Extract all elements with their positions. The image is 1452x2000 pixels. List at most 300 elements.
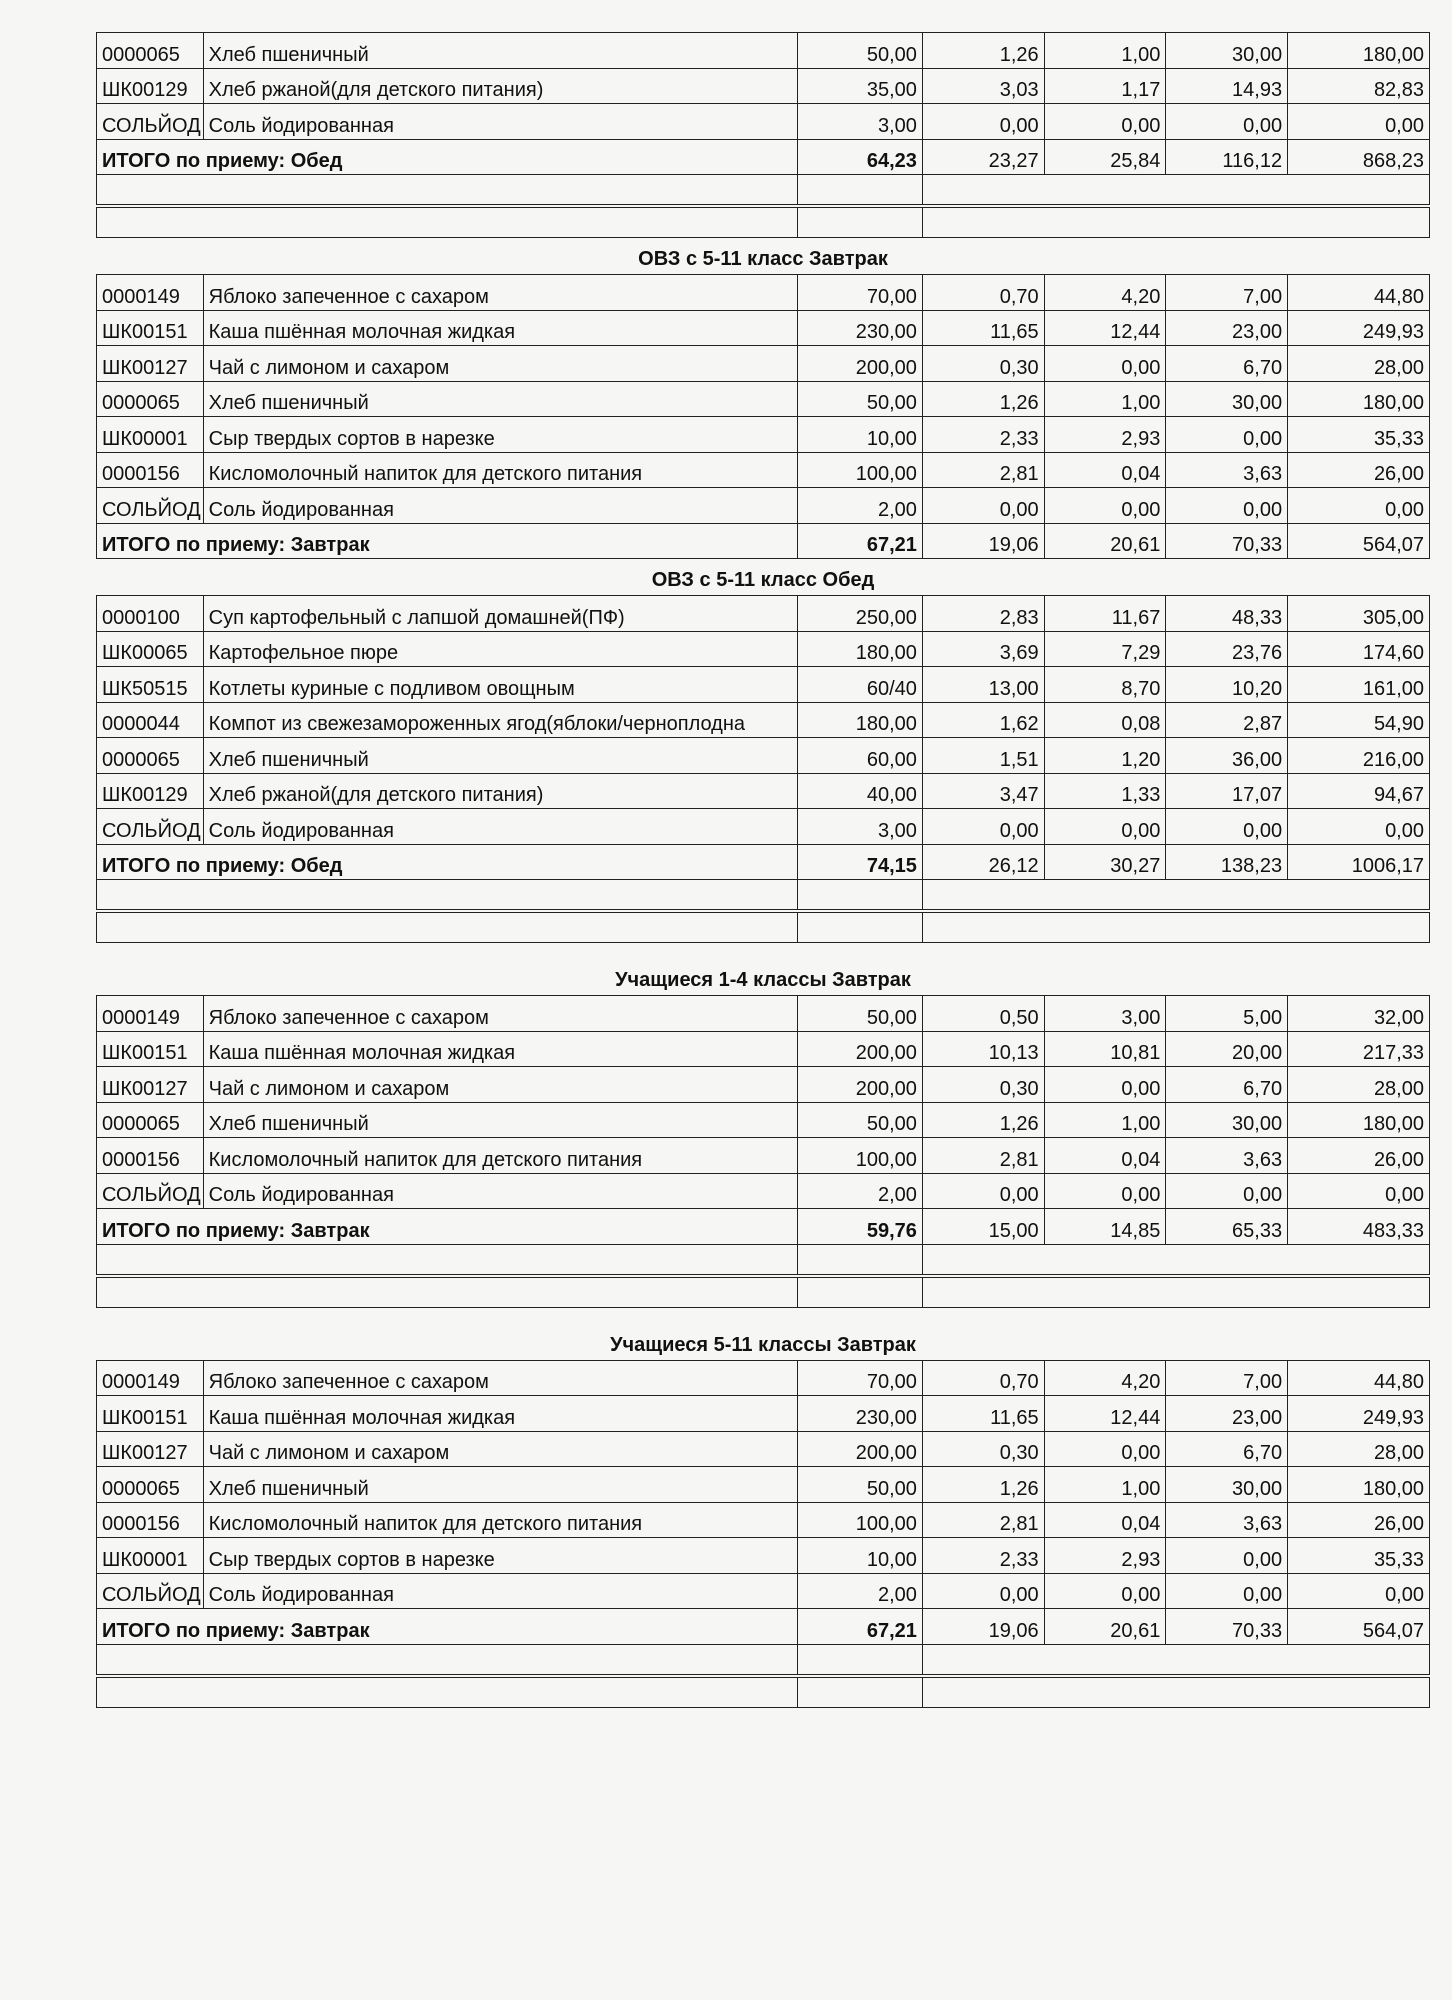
- item-code: ШК00065: [97, 631, 204, 667]
- empty-row: [97, 911, 1430, 943]
- empty-row: [97, 1676, 1430, 1708]
- item-carbs: 10,20: [1166, 667, 1288, 703]
- item-carbs: 0,00: [1166, 104, 1288, 140]
- item-fat: 0,00: [1044, 1173, 1166, 1209]
- item-fat: 1,00: [1044, 1467, 1166, 1503]
- item-protein: 3,47: [922, 773, 1044, 809]
- item-carbs: 6,70: [1166, 1067, 1288, 1103]
- item-fat: 8,70: [1044, 667, 1166, 703]
- item-code: СОЛЬЙОД: [97, 809, 204, 845]
- empty-cell: [798, 1644, 923, 1676]
- item-protein: 1,26: [922, 1467, 1044, 1503]
- total-fat: 20,61: [1044, 523, 1166, 559]
- total-fat: 25,84: [1044, 139, 1166, 175]
- item-protein: 1,26: [922, 33, 1044, 69]
- total-label: ИТОГО по приему: Завтрак: [97, 523, 798, 559]
- item-weight: 50,00: [798, 381, 923, 417]
- item-carbs: 30,00: [1166, 1102, 1288, 1138]
- item-weight: 2,00: [798, 1173, 923, 1209]
- item-code: 0000156: [97, 1502, 204, 1538]
- item-fat: 0,04: [1044, 452, 1166, 488]
- item-fat: 0,04: [1044, 1502, 1166, 1538]
- item-energy: 35,33: [1288, 1538, 1430, 1574]
- table-row: [97, 452, 1430, 488]
- item-energy: 249,93: [1288, 310, 1430, 346]
- item-fat: 12,44: [1044, 1396, 1166, 1432]
- item-name: Хлеб пшеничный: [203, 1467, 798, 1503]
- table-row: [97, 104, 1430, 140]
- total-label: ИТОГО по приему: Обед: [97, 139, 798, 175]
- item-name: Каша пшённая молочная жидкая: [203, 1031, 798, 1067]
- item-name: Чай с лимоном и сахаром: [203, 346, 798, 382]
- item-fat: 0,00: [1044, 104, 1166, 140]
- item-name: Хлеб пшеничный: [203, 1102, 798, 1138]
- item-energy: 26,00: [1288, 1502, 1430, 1538]
- item-energy: 54,90: [1288, 702, 1430, 738]
- item-fat: 2,93: [1044, 1538, 1166, 1574]
- total-weight: 74,15: [798, 844, 923, 880]
- table-row: [97, 773, 1430, 809]
- item-code: 0000100: [97, 596, 204, 632]
- item-name: Яблоко запеченное с сахаром: [203, 275, 798, 311]
- table-row: [97, 1138, 1430, 1174]
- item-protein: 2,33: [922, 1538, 1044, 1574]
- item-fat: 12,44: [1044, 310, 1166, 346]
- item-weight: 3,00: [798, 809, 923, 845]
- item-name: Яблоко запеченное с сахаром: [203, 996, 798, 1032]
- section-title: Учащиеся 1-4 классы Завтрак: [615, 969, 911, 991]
- table-row: [97, 488, 1430, 524]
- item-name: Кисломолочный напиток для детского питания: [203, 452, 798, 488]
- item-energy: 0,00: [1288, 809, 1430, 845]
- empty-cell: [922, 1644, 1429, 1676]
- total-row: [97, 844, 1430, 880]
- item-weight: 60/40: [798, 667, 923, 703]
- item-protein: 0,50: [922, 996, 1044, 1032]
- item-protein: 0,00: [922, 1573, 1044, 1609]
- item-protein: 1,51: [922, 738, 1044, 774]
- item-code: СОЛЬЙОД: [97, 1173, 204, 1209]
- item-name: Каша пшённая молочная жидкая: [203, 1396, 798, 1432]
- item-weight: 60,00: [798, 738, 923, 774]
- menu-table: [96, 32, 1430, 238]
- item-code: 0000065: [97, 33, 204, 69]
- total-row: [97, 1609, 1430, 1645]
- item-energy: 161,00: [1288, 667, 1430, 703]
- menu-table: [96, 995, 1430, 1308]
- item-carbs: 23,76: [1166, 631, 1288, 667]
- item-code: 0000065: [97, 738, 204, 774]
- table-row: [97, 1573, 1430, 1609]
- item-energy: 82,83: [1288, 68, 1430, 104]
- empty-cell: [798, 1244, 923, 1276]
- empty-cell: [922, 175, 1429, 207]
- section-title: ОВЗ с 5-11 класс Завтрак: [638, 248, 888, 270]
- item-weight: 2,00: [798, 488, 923, 524]
- total-energy: 868,23: [1288, 139, 1430, 175]
- item-fat: 0,00: [1044, 1431, 1166, 1467]
- item-energy: 26,00: [1288, 452, 1430, 488]
- item-weight: 50,00: [798, 33, 923, 69]
- empty-cell: [922, 1244, 1429, 1276]
- table-row: [97, 1031, 1430, 1067]
- empty-row: [97, 1244, 1430, 1276]
- item-protein: 10,13: [922, 1031, 1044, 1067]
- total-label: ИТОГО по приему: Завтрак: [97, 1609, 798, 1645]
- empty-cell: [97, 1676, 798, 1708]
- item-name: Чай с лимоном и сахаром: [203, 1067, 798, 1103]
- empty-cell: [922, 911, 1429, 943]
- item-fat: 0,00: [1044, 488, 1166, 524]
- item-name: Соль йодированная: [203, 1573, 798, 1609]
- item-weight: 70,00: [798, 1360, 923, 1396]
- table-row: [97, 33, 1430, 69]
- item-code: ШК00001: [97, 1538, 204, 1574]
- item-code: ШК00129: [97, 773, 204, 809]
- empty-cell: [798, 880, 923, 912]
- total-carbs: 70,33: [1166, 1609, 1288, 1645]
- item-name: Соль йодированная: [203, 809, 798, 845]
- item-protein: 3,69: [922, 631, 1044, 667]
- item-weight: 200,00: [798, 346, 923, 382]
- table-row: [97, 1431, 1430, 1467]
- item-weight: 2,00: [798, 1573, 923, 1609]
- item-weight: 50,00: [798, 1102, 923, 1138]
- item-code: 0000149: [97, 1360, 204, 1396]
- item-code: СОЛЬЙОД: [97, 1573, 204, 1609]
- item-fat: 1,00: [1044, 381, 1166, 417]
- menu-table: [96, 1360, 1430, 1708]
- item-fat: 0,00: [1044, 1067, 1166, 1103]
- item-carbs: 0,00: [1166, 417, 1288, 453]
- item-fat: 4,20: [1044, 275, 1166, 311]
- item-fat: 1,00: [1044, 33, 1166, 69]
- empty-row: [97, 1276, 1430, 1308]
- item-carbs: 0,00: [1166, 1538, 1288, 1574]
- item-fat: 1,20: [1044, 738, 1166, 774]
- item-carbs: 6,70: [1166, 346, 1288, 382]
- table-row: [97, 738, 1430, 774]
- item-energy: 28,00: [1288, 1067, 1430, 1103]
- empty-cell: [97, 1644, 798, 1676]
- item-carbs: 0,00: [1166, 488, 1288, 524]
- item-weight: 40,00: [798, 773, 923, 809]
- table-row: [97, 1102, 1430, 1138]
- item-energy: 26,00: [1288, 1138, 1430, 1174]
- total-energy: 1006,17: [1288, 844, 1430, 880]
- empty-cell: [97, 175, 798, 207]
- item-code: 0000044: [97, 702, 204, 738]
- item-protein: 2,33: [922, 417, 1044, 453]
- item-name: Яблоко запеченное с сахаром: [203, 1360, 798, 1396]
- item-energy: 28,00: [1288, 346, 1430, 382]
- table-row: [97, 596, 1430, 632]
- item-code: ШК00151: [97, 1031, 204, 1067]
- total-protein: 15,00: [922, 1209, 1044, 1245]
- item-weight: 50,00: [798, 996, 923, 1032]
- total-protein: 19,06: [922, 523, 1044, 559]
- total-row: [97, 139, 1430, 175]
- empty-cell: [798, 206, 923, 238]
- item-name: Сыр твердых сортов в нарезке: [203, 1538, 798, 1574]
- total-energy: 483,33: [1288, 1209, 1430, 1245]
- empty-cell: [922, 1276, 1429, 1308]
- total-fat: 20,61: [1044, 1609, 1166, 1645]
- empty-cell: [798, 911, 923, 943]
- item-weight: 200,00: [798, 1031, 923, 1067]
- table-row: [97, 996, 1430, 1032]
- item-name: Хлеб пшеничный: [203, 33, 798, 69]
- item-energy: 44,80: [1288, 1360, 1430, 1396]
- total-fat: 14,85: [1044, 1209, 1166, 1245]
- table-row: [97, 68, 1430, 104]
- table-row: [97, 667, 1430, 703]
- item-fat: 0,08: [1044, 702, 1166, 738]
- item-energy: 0,00: [1288, 1173, 1430, 1209]
- empty-cell: [97, 1276, 798, 1308]
- total-protein: 19,06: [922, 1609, 1044, 1645]
- total-carbs: 70,33: [1166, 523, 1288, 559]
- item-weight: 180,00: [798, 702, 923, 738]
- item-protein: 2,83: [922, 596, 1044, 632]
- item-carbs: 2,87: [1166, 702, 1288, 738]
- item-name: Хлеб пшеничный: [203, 738, 798, 774]
- item-energy: 305,00: [1288, 596, 1430, 632]
- table-row: [97, 417, 1430, 453]
- item-protein: 13,00: [922, 667, 1044, 703]
- item-protein: 0,30: [922, 1067, 1044, 1103]
- item-code: 0000156: [97, 1138, 204, 1174]
- item-fat: 0,00: [1044, 809, 1166, 845]
- total-carbs: 116,12: [1166, 139, 1288, 175]
- table-row: [97, 275, 1430, 311]
- item-energy: 174,60: [1288, 631, 1430, 667]
- item-name: Хлеб ржаной(для детского питания): [203, 68, 798, 104]
- item-name: Кисломолочный напиток для детского питания: [203, 1138, 798, 1174]
- item-protein: 0,00: [922, 1173, 1044, 1209]
- table-row: [97, 1360, 1430, 1396]
- empty-row: [97, 206, 1430, 238]
- table-row: [97, 702, 1430, 738]
- item-weight: 180,00: [798, 631, 923, 667]
- item-weight: 50,00: [798, 1467, 923, 1503]
- item-fat: 1,17: [1044, 68, 1166, 104]
- item-carbs: 30,00: [1166, 1467, 1288, 1503]
- item-carbs: 23,00: [1166, 1396, 1288, 1432]
- total-protein: 23,27: [922, 139, 1044, 175]
- total-weight: 67,21: [798, 1609, 923, 1645]
- total-energy: 564,07: [1288, 1609, 1430, 1645]
- empty-cell: [922, 206, 1429, 238]
- total-carbs: 138,23: [1166, 844, 1288, 880]
- item-name: Кисломолочный напиток для детского питания: [203, 1502, 798, 1538]
- item-code: ШК00001: [97, 417, 204, 453]
- item-weight: 3,00: [798, 104, 923, 140]
- item-name: Соль йодированная: [203, 104, 798, 140]
- item-code: ШК00127: [97, 1067, 204, 1103]
- item-weight: 100,00: [798, 452, 923, 488]
- table-row: [97, 1538, 1430, 1574]
- empty-cell: [798, 1276, 923, 1308]
- item-carbs: 20,00: [1166, 1031, 1288, 1067]
- empty-row: [97, 1644, 1430, 1676]
- total-protein: 26,12: [922, 844, 1044, 880]
- item-fat: 2,93: [1044, 417, 1166, 453]
- empty-cell: [922, 1676, 1429, 1708]
- item-code: ШК00151: [97, 1396, 204, 1432]
- item-fat: 0,04: [1044, 1138, 1166, 1174]
- item-name: Котлеты куриные с подливом овощным: [203, 667, 798, 703]
- total-label: ИТОГО по приему: Обед: [97, 844, 798, 880]
- item-fat: 0,00: [1044, 1573, 1166, 1609]
- item-fat: 10,81: [1044, 1031, 1166, 1067]
- item-name: Каша пшённая молочная жидкая: [203, 310, 798, 346]
- item-name: Компот из свежезамороженных ягод(яблоки/черноплодна: [203, 702, 798, 738]
- item-code: ШК00127: [97, 346, 204, 382]
- item-name: Соль йодированная: [203, 488, 798, 524]
- item-energy: 32,00: [1288, 996, 1430, 1032]
- table-row: [97, 1467, 1430, 1503]
- empty-cell: [798, 1676, 923, 1708]
- item-weight: 35,00: [798, 68, 923, 104]
- total-carbs: 65,33: [1166, 1209, 1288, 1245]
- total-row: [97, 523, 1430, 559]
- item-protein: 0,00: [922, 104, 1044, 140]
- section-title: Учащиеся 5-11 классы Завтрак: [610, 1333, 916, 1356]
- item-carbs: 48,33: [1166, 596, 1288, 632]
- item-protein: 0,00: [922, 809, 1044, 845]
- item-fat: 1,00: [1044, 1102, 1166, 1138]
- table-row: [97, 631, 1430, 667]
- item-name: Соль йодированная: [203, 1173, 798, 1209]
- item-energy: 180,00: [1288, 381, 1430, 417]
- total-energy: 564,07: [1288, 523, 1430, 559]
- table-row: [97, 1173, 1430, 1209]
- table-row: [97, 310, 1430, 346]
- item-code: СОЛЬЙОД: [97, 104, 204, 140]
- item-energy: 180,00: [1288, 1467, 1430, 1503]
- item-carbs: 30,00: [1166, 33, 1288, 69]
- total-fat: 30,27: [1044, 844, 1166, 880]
- item-weight: 100,00: [798, 1502, 923, 1538]
- table-row: [97, 346, 1430, 382]
- item-energy: 94,67: [1288, 773, 1430, 809]
- menu-document: [96, 32, 1430, 1708]
- item-energy: 0,00: [1288, 488, 1430, 524]
- item-protein: 0,70: [922, 1360, 1044, 1396]
- total-weight: 64,23: [798, 139, 923, 175]
- empty-cell: [798, 175, 923, 207]
- item-weight: 10,00: [798, 417, 923, 453]
- total-weight: 67,21: [798, 523, 923, 559]
- item-carbs: 7,00: [1166, 275, 1288, 311]
- section-title: ОВЗ с 5-11 класс Обед: [651, 569, 875, 591]
- empty-cell: [97, 206, 798, 238]
- table-row: [97, 809, 1430, 845]
- item-code: 0000065: [97, 1102, 204, 1138]
- item-code: СОЛЬЙОД: [97, 488, 204, 524]
- empty-cell: [97, 880, 798, 912]
- item-energy: 180,00: [1288, 33, 1430, 69]
- item-code: ШК00127: [97, 1431, 204, 1467]
- item-carbs: 17,07: [1166, 773, 1288, 809]
- item-carbs: 23,00: [1166, 310, 1288, 346]
- item-weight: 200,00: [798, 1431, 923, 1467]
- empty-row: [97, 880, 1430, 912]
- menu-table: [96, 274, 1430, 559]
- item-carbs: 14,93: [1166, 68, 1288, 104]
- item-protein: 3,03: [922, 68, 1044, 104]
- item-energy: 44,80: [1288, 275, 1430, 311]
- item-fat: 7,29: [1044, 631, 1166, 667]
- item-weight: 10,00: [798, 1538, 923, 1574]
- item-weight: 230,00: [798, 1396, 923, 1432]
- item-protein: 1,26: [922, 381, 1044, 417]
- item-weight: 230,00: [798, 310, 923, 346]
- item-carbs: 30,00: [1166, 381, 1288, 417]
- item-protein: 1,62: [922, 702, 1044, 738]
- item-energy: 217,33: [1288, 1031, 1430, 1067]
- item-weight: 100,00: [798, 1138, 923, 1174]
- item-carbs: 3,63: [1166, 1138, 1288, 1174]
- item-protein: 2,81: [922, 1138, 1044, 1174]
- item-protein: 2,81: [922, 452, 1044, 488]
- item-code: ШК50515: [97, 667, 204, 703]
- item-code: 0000065: [97, 1467, 204, 1503]
- item-code: 0000156: [97, 452, 204, 488]
- table-row: [97, 381, 1430, 417]
- menu-table: [96, 595, 1430, 943]
- empty-cell: [922, 880, 1429, 912]
- item-weight: 200,00: [798, 1067, 923, 1103]
- item-energy: 249,93: [1288, 1396, 1430, 1432]
- item-energy: 216,00: [1288, 738, 1430, 774]
- item-carbs: 3,63: [1166, 452, 1288, 488]
- item-carbs: 0,00: [1166, 1173, 1288, 1209]
- item-carbs: 3,63: [1166, 1502, 1288, 1538]
- item-protein: 11,65: [922, 1396, 1044, 1432]
- total-row: [97, 1209, 1430, 1245]
- item-weight: 250,00: [798, 596, 923, 632]
- item-name: Сыр твердых сортов в нарезке: [203, 417, 798, 453]
- item-code: 0000149: [97, 275, 204, 311]
- total-weight: 59,76: [798, 1209, 923, 1245]
- item-protein: 0,70: [922, 275, 1044, 311]
- item-protein: 2,81: [922, 1502, 1044, 1538]
- item-code: 0000065: [97, 381, 204, 417]
- item-carbs: 6,70: [1166, 1431, 1288, 1467]
- item-code: ШК00129: [97, 68, 204, 104]
- item-name: Хлеб пшеничный: [203, 381, 798, 417]
- empty-cell: [97, 1244, 798, 1276]
- empty-cell: [97, 911, 798, 943]
- item-protein: 0,30: [922, 346, 1044, 382]
- item-fat: 11,67: [1044, 596, 1166, 632]
- item-carbs: 0,00: [1166, 1573, 1288, 1609]
- item-carbs: 5,00: [1166, 996, 1288, 1032]
- item-protein: 0,00: [922, 488, 1044, 524]
- item-protein: 1,26: [922, 1102, 1044, 1138]
- item-name: Суп картофельный с лапшой домашней(ПФ): [203, 596, 798, 632]
- table-row: [97, 1502, 1430, 1538]
- item-carbs: 0,00: [1166, 809, 1288, 845]
- item-carbs: 7,00: [1166, 1360, 1288, 1396]
- table-row: [97, 1396, 1430, 1432]
- item-fat: 4,20: [1044, 1360, 1166, 1396]
- item-name: Хлеб ржаной(для детского питания): [203, 773, 798, 809]
- item-code: 0000149: [97, 996, 204, 1032]
- item-carbs: 36,00: [1166, 738, 1288, 774]
